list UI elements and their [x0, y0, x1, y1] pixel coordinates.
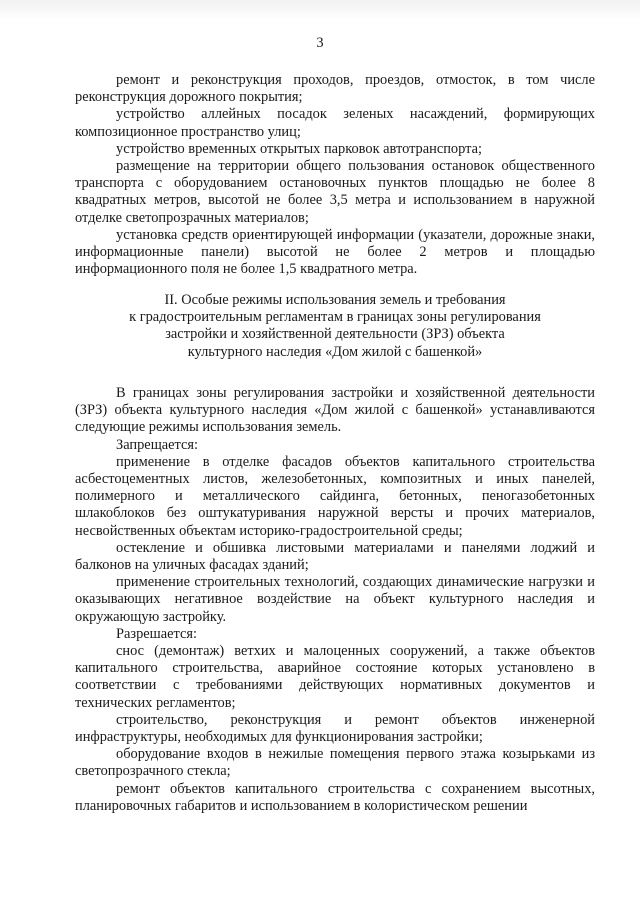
paragraph: применение строительных технологий, создающих динамические нагрузки и оказывающих негативное воздействие на объект культурного наследия и окружающую застройку. — [75, 574, 595, 625]
paragraph: снос (демонтаж) ветхих и малоценных сооружений, а также объектов капитального строительства, аварийное состояние которых установлено в соответствии с требованиями действующих нормативных документов и технических регламентов; — [75, 643, 595, 711]
paragraph: строительство, реконструкция и ремонт объектов инженерной инфраструктуры, необходимых для функционирования застройки; — [75, 711, 595, 746]
paragraph: В границах зоны регулирования застройки и хозяйственной деятельности (ЗРЗ) объекта культурного наследия «Дом жилой с башенкой» устанавливаются следующие режимы использования земель. — [75, 385, 595, 436]
paragraph: Запрещается: — [116, 436, 199, 453]
paragraph: устройство временных открытых парковок автотранспорта; — [116, 140, 482, 157]
section-heading — [75, 292, 595, 361]
paragraph: ремонт объектов капитального строительства с сохранением высотных, планировочных габаритов и использованием в колористическом решении — [75, 780, 595, 814]
section-body — [75, 385, 595, 815]
paragraph: ремонт и реконструкция проходов, проездов, отмосток, в том числе реконструкция дорожного покрытия; — [75, 72, 595, 106]
scan-shadow — [0, 0, 640, 20]
paragraph: остекление и обшивка листовыми материалами и панелями лоджий и балконов на уличных фасадах зданий; — [75, 539, 595, 574]
heading-line: II. Особые режимы использования земель и требования — [164, 292, 506, 308]
heading-line: застройки и хозяйственной деятельности (ЗРЗ) объекта — [165, 326, 505, 343]
permitted-works-list — [75, 72, 595, 278]
paragraph: применение в отделке фасадов объектов капитального строительства асбестоцементных листов, железобетонных, композитных и иных панелей, полимерного и металлического сайдинга, бетонных, пеногазобетонных шлакоблоков без оштукатуривания наружной версты и прочих материалов, несвойственных объектам историко-градостроительной среды; — [75, 453, 595, 539]
paragraph: Разрешается: — [116, 625, 197, 642]
paragraph: установка средств ориентирующей информации (указатели, дорожные знаки, информационные панели) высотой не более 2 метров и площадью информационного поля не более 1,5 квадратного метра. — [75, 226, 595, 278]
paragraph: размещение на территории общего пользования остановок общественного транспорта с оборудованием остановочных пунктов площадью не более 8 квадратных метров, высотой не более 3,5 метра и использованием в наружной отделке светопрозрачных материалов; — [75, 158, 595, 226]
heading-line: культурного наследия «Дом жилой с башенкой» — [187, 343, 483, 360]
heading-line: к градостроительным регламентам в границах зоны регулирования — [129, 309, 541, 326]
paragraph: устройство аллейных посадок зеленых насаждений, формирующих композиционное пространство улиц; — [75, 106, 595, 140]
paragraph: оборудование входов в нежилые помещения первого этажа козырьками из светопрозрачного стекла; — [75, 746, 595, 780]
page-number: 3 — [316, 35, 324, 51]
